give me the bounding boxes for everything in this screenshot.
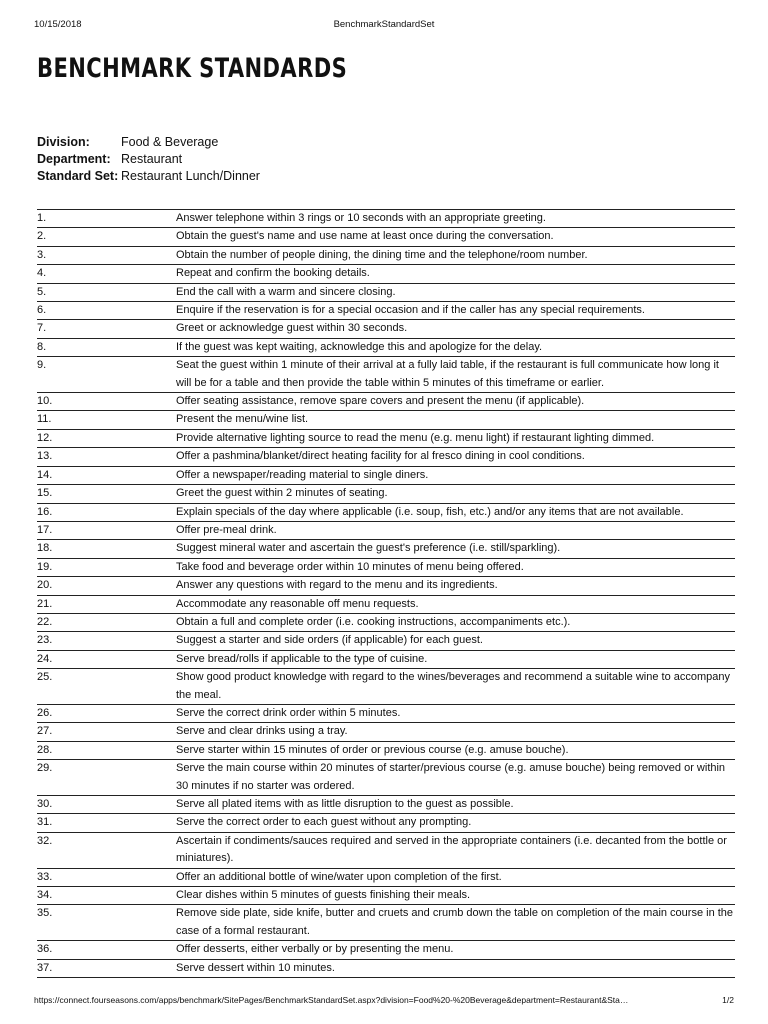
standard-text: Take food and beverage order within 10 minutes of menu being offered. bbox=[176, 560, 524, 573]
standard-number: 9. bbox=[37, 359, 47, 372]
standard-number: 24. bbox=[37, 652, 53, 665]
table-row bbox=[37, 614, 735, 632]
standard-text: Obtain a full and complete order (i.e. cooking instructions, accompaniments etc.). bbox=[176, 615, 571, 628]
table-row bbox=[37, 941, 735, 959]
standard-number: 4. bbox=[37, 267, 47, 280]
table-row bbox=[37, 960, 735, 978]
table-row bbox=[37, 411, 735, 429]
standard-number: 34. bbox=[37, 889, 53, 902]
standard-number: 19. bbox=[37, 560, 53, 573]
table-row bbox=[37, 651, 735, 669]
standard-text: Offer a pashmina/blanket/direct heating facility for al fresco dining in cool conditions. bbox=[176, 450, 585, 463]
table-row bbox=[37, 577, 735, 595]
standard-text: Suggest a starter and side orders (if applicable) for each guest. bbox=[176, 634, 483, 647]
standard-number: 7. bbox=[37, 322, 47, 335]
table-row bbox=[37, 887, 735, 905]
standard-text: Serve the correct drink order within 5 minutes. bbox=[176, 706, 401, 719]
standard-number: 29. bbox=[37, 762, 53, 775]
table-row bbox=[37, 357, 735, 393]
division-label: Division: bbox=[37, 135, 90, 149]
standard-text: Serve bread/rolls if applicable to the type of cuisine. bbox=[176, 652, 428, 665]
standard-number: 14. bbox=[37, 468, 53, 481]
standard-number: 33. bbox=[37, 870, 53, 883]
department-label: Department: bbox=[37, 152, 111, 166]
standard-number: 20. bbox=[37, 579, 53, 592]
table-row bbox=[37, 228, 735, 246]
footer-url: https://connect.fourseasons.com/apps/benchmark/SitePages/BenchmarkStandardSet.aspx?division=Food%20-%20Beverage&department=Restaurant&Sta… bbox=[34, 995, 629, 1005]
table-row bbox=[37, 393, 735, 411]
standard-number: 17. bbox=[37, 523, 53, 536]
standard-number: 32. bbox=[37, 834, 53, 847]
standard-number: 31. bbox=[37, 816, 53, 829]
table-row bbox=[37, 833, 735, 869]
standard-text: Offer seating assistance, remove spare covers and present the menu (if applicable). bbox=[176, 395, 585, 408]
table-row bbox=[37, 869, 735, 887]
table-row bbox=[37, 796, 735, 814]
standard-number: 25. bbox=[37, 671, 53, 684]
standard-text: Ascertain if condiments/sauces required and served in the appropriate containers (i.e. decanted from the bottle or miniatures). bbox=[176, 834, 727, 865]
standard-set-value: Restaurant Lunch/Dinner bbox=[121, 169, 260, 183]
page-number: 1/2 bbox=[722, 995, 734, 1005]
standard-set-meta bbox=[37, 134, 260, 185]
standard-text: Greet the guest within 2 minutes of seating. bbox=[176, 487, 388, 500]
standard-text: Remove side plate, side knife, butter and cruets and crumb down the table on completion of the main course in the case of a formal restaurant. bbox=[176, 907, 734, 937]
department-row bbox=[37, 151, 260, 168]
table-row bbox=[37, 742, 735, 760]
table-row bbox=[37, 320, 735, 338]
standard-number: 1. bbox=[37, 212, 47, 224]
standard-text: Serve all plated items with as little disruption to the guest as possible. bbox=[176, 798, 514, 810]
table-row bbox=[37, 265, 735, 283]
standard-number: 3. bbox=[37, 248, 47, 261]
department-value: Restaurant bbox=[121, 152, 183, 166]
standard-number: 8. bbox=[37, 340, 47, 353]
standard-number: 18. bbox=[37, 542, 53, 555]
page-header-title: BenchmarkStandardSet bbox=[333, 19, 435, 30]
standard-number: 13. bbox=[37, 450, 53, 463]
standard-text: Obtain the number of people dining, the dining time and the telephone/room number. bbox=[176, 248, 588, 261]
standard-text: Offer pre-meal drink. bbox=[176, 523, 277, 536]
table-row bbox=[37, 430, 735, 448]
division-value: Food & Beverage bbox=[121, 135, 219, 149]
standard-text: Explain specials of the day where applicable (i.e. soup, fish, etc.) and/or any items that are not available. bbox=[176, 505, 684, 518]
standard-text: Provide alternative lighting source to read the menu (e.g. menu light) if restaurant lighting dimmed. bbox=[176, 431, 655, 444]
table-row bbox=[37, 522, 735, 540]
standard-number: 2. bbox=[37, 230, 47, 243]
standard-text: Suggest mineral water and ascertain the guest's preference (i.e. still/sparkling). bbox=[176, 542, 561, 555]
standards-table bbox=[37, 209, 735, 978]
print-date: 10/15/2018 bbox=[34, 19, 82, 30]
standard-number: 37. bbox=[37, 961, 53, 974]
standard-set-label: Standard Set: bbox=[37, 169, 119, 183]
standard-text: Accommodate any reasonable off menu requests. bbox=[176, 597, 419, 610]
standard-text: If the guest was kept waiting, acknowledge this and apologize for the delay. bbox=[176, 340, 543, 353]
standard-number: 12. bbox=[37, 431, 53, 444]
document-title: BENCHMARK STANDARDS bbox=[37, 53, 348, 84]
standard-set-row bbox=[37, 168, 260, 185]
standard-text: Answer telephone within 3 rings or 10 seconds with an appropriate greeting. bbox=[176, 212, 546, 224]
standard-number: 10. bbox=[37, 395, 53, 408]
table-row bbox=[37, 905, 735, 941]
standard-text: Answer any questions with regard to the menu and its ingredients. bbox=[176, 579, 498, 592]
standard-number: 30. bbox=[37, 798, 53, 810]
table-row bbox=[37, 339, 735, 357]
standard-text: Serve the correct order to each guest without any prompting. bbox=[176, 816, 472, 829]
table-row bbox=[37, 448, 735, 466]
table-row bbox=[37, 247, 735, 265]
standard-number: 11. bbox=[37, 413, 52, 426]
standard-text: Show good product knowledge with regard to the wines/beverages and recommend a suitable wine to accompany the meal. bbox=[176, 671, 730, 701]
table-row bbox=[37, 302, 735, 320]
standard-text: Repeat and confirm the booking details. bbox=[176, 267, 370, 280]
standard-text: Serve and clear drinks using a tray. bbox=[176, 725, 348, 738]
standard-text: Present the menu/wine list. bbox=[176, 413, 309, 426]
standard-text: Serve starter within 15 minutes of order or previous course (e.g. amuse bouche). bbox=[176, 743, 569, 756]
standard-text: Seat the guest within 1 minute of their arrival at a fully laid table, if the restaurant is full communicate how long it will be for a table and then provide the table within 5 minutes of this timeframe or earlier. bbox=[176, 359, 719, 389]
division-row bbox=[37, 134, 260, 151]
standard-text: Offer desserts, either verbally or by presenting the menu. bbox=[176, 943, 454, 956]
standard-number: 15. bbox=[37, 487, 53, 500]
table-row bbox=[37, 814, 735, 832]
table-row bbox=[37, 467, 735, 485]
standard-text: Serve the main course within 20 minutes of starter/previous course (e.g. amuse bouche) being removed or within 30 minutes if no starter was ordered. bbox=[176, 762, 726, 792]
standard-number: 36. bbox=[37, 943, 53, 956]
table-row bbox=[37, 540, 735, 558]
table-row bbox=[37, 705, 735, 723]
table-row bbox=[37, 760, 735, 796]
standard-number: 16. bbox=[37, 505, 53, 518]
standard-number: 21. bbox=[37, 597, 53, 610]
table-row bbox=[37, 504, 735, 522]
standard-text: Serve dessert within 10 minutes. bbox=[176, 961, 335, 974]
table-row bbox=[37, 284, 735, 302]
table-row bbox=[37, 210, 735, 228]
table-row bbox=[37, 669, 735, 705]
standard-text: Offer a newspaper/reading material to single diners. bbox=[176, 468, 429, 481]
standard-number: 5. bbox=[37, 285, 47, 298]
standard-text: Enquire if the reservation is for a special occasion and if the caller has any special requirements. bbox=[176, 304, 645, 317]
standard-text: Greet or acknowledge guest within 30 seconds. bbox=[176, 322, 408, 335]
standard-number: 35. bbox=[37, 907, 53, 920]
standard-number: 22. bbox=[37, 615, 53, 628]
standard-number: 26. bbox=[37, 706, 53, 719]
table-row bbox=[37, 632, 735, 650]
table-row bbox=[37, 596, 735, 614]
standard-number: 28. bbox=[37, 743, 53, 756]
table-row bbox=[37, 559, 735, 577]
standard-text: End the call with a warm and sincere closing. bbox=[176, 285, 396, 298]
table-row bbox=[37, 485, 735, 503]
standard-number: 6. bbox=[37, 304, 47, 317]
table-row bbox=[37, 723, 735, 741]
standard-number: 23. bbox=[37, 634, 53, 647]
standard-text: Offer an additional bottle of wine/water upon completion of the first. bbox=[176, 870, 502, 883]
standard-text: Obtain the guest's name and use name at least once during the conversation. bbox=[176, 230, 554, 243]
standard-number: 27. bbox=[37, 725, 53, 738]
standard-text: Clear dishes within 5 minutes of guests finishing their meals. bbox=[176, 889, 471, 902]
